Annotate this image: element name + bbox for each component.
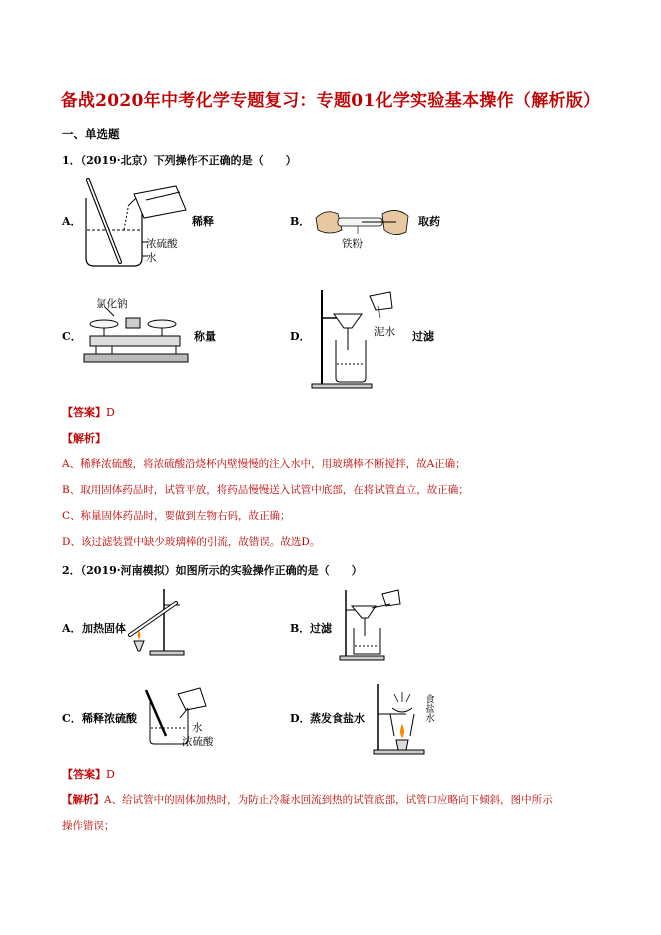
q2-option-a-figure [120, 585, 190, 657]
q2-option-c-label-acid: 浓硫酸 [182, 736, 214, 748]
q1-option-c-label: 氯化钠 [96, 298, 128, 310]
q1-analysis-line-2: B、取用固体药品时，试管平放，将药品慢慢送入试管中底部，在将试管直立，故正确； [62, 484, 469, 496]
q1-option-c-caption: 称量 [194, 330, 216, 343]
section-heading: 一、单选题 [62, 127, 120, 141]
q2-option-b-figure [338, 590, 408, 662]
analysis-tag: 【解析】 [62, 794, 104, 806]
q1-option-a-label-acid: 浓硫酸 [146, 238, 178, 250]
q2-analysis-line-2: 操作错误； [62, 820, 115, 832]
q1-option-d-caption: 过滤 [412, 330, 434, 343]
q1-option-d-figure [310, 290, 410, 390]
q1-option-a-letter: A． [62, 215, 82, 228]
q2-analysis-line-1: A、给试管中的固体加热时，为防止冷凝水回流到热的试管底部，试管口应略向下倾斜，图中所示 [104, 794, 553, 806]
answer-value: D [106, 406, 115, 419]
q2-option-d-letter: D． [290, 712, 311, 725]
q1-option-d-label: 泥水 [374, 326, 395, 338]
q1-option-b-letter: B． [290, 215, 311, 228]
q2-option-a-caption: 加热固体 [82, 622, 126, 635]
q1-option-c-figure [82, 306, 192, 366]
question-1-stem: 1．（2019·北京）下列操作不正确的是（ ） [62, 154, 297, 167]
q1-option-b-label: 铁粉 [342, 238, 363, 250]
q2-option-a-letter: A． [62, 622, 82, 635]
answer-tag: 【答案】 [62, 406, 106, 419]
q1-option-d-letter: D． [290, 330, 311, 343]
answer-tag: 【答案】 [62, 768, 106, 781]
q1-analysis-line-4: D、该过滤装置中缺少玻璃棒的引流，故错误。故选D。 [62, 536, 321, 548]
q1-option-c-letter: C． [62, 330, 82, 343]
q1-option-a-label-water: 水 [146, 252, 157, 264]
q2-option-c-label-water: 水 [192, 722, 203, 734]
answer-value: D [106, 768, 115, 781]
q1-option-a-caption: 稀释 [192, 215, 214, 228]
q2-option-c-caption: 稀释浓硫酸 [82, 712, 137, 725]
q1-analysis-line-1: A、稀释浓硫酸，将浓硫酸沿烧杯内壁慢慢的注入水中，用玻璃棒不断搅拌，故A正确； [62, 458, 466, 470]
q1-answer [62, 404, 115, 420]
q1-analysis-tag: 【解析】 [62, 432, 106, 445]
q1-option-b-caption: 取药 [418, 215, 440, 228]
q1-option-a-figure [80, 170, 210, 270]
q1-analysis-line-3: C、称量固体药品时，要做到左物右码，故正确； [62, 510, 291, 522]
page-title: 备战2020年中考化学专题复习：专题01化学实验基本操作（解析版） [60, 91, 601, 111]
q2-option-d-figure [372, 684, 428, 756]
q2-option-d-label: 食盐水 [423, 694, 434, 723]
q2-option-d-caption: 蒸发食盐水 [310, 712, 365, 725]
q2-option-b-caption: 过滤 [310, 622, 332, 635]
q2-analysis [62, 792, 622, 808]
q2-option-c-letter: C． [62, 712, 82, 725]
question-2-stem: 2．（2019·河南模拟）如图所示的实验操作正确的是（ ） [62, 564, 363, 577]
q2-option-b-letter: B． [290, 622, 311, 635]
q2-answer [62, 766, 115, 782]
